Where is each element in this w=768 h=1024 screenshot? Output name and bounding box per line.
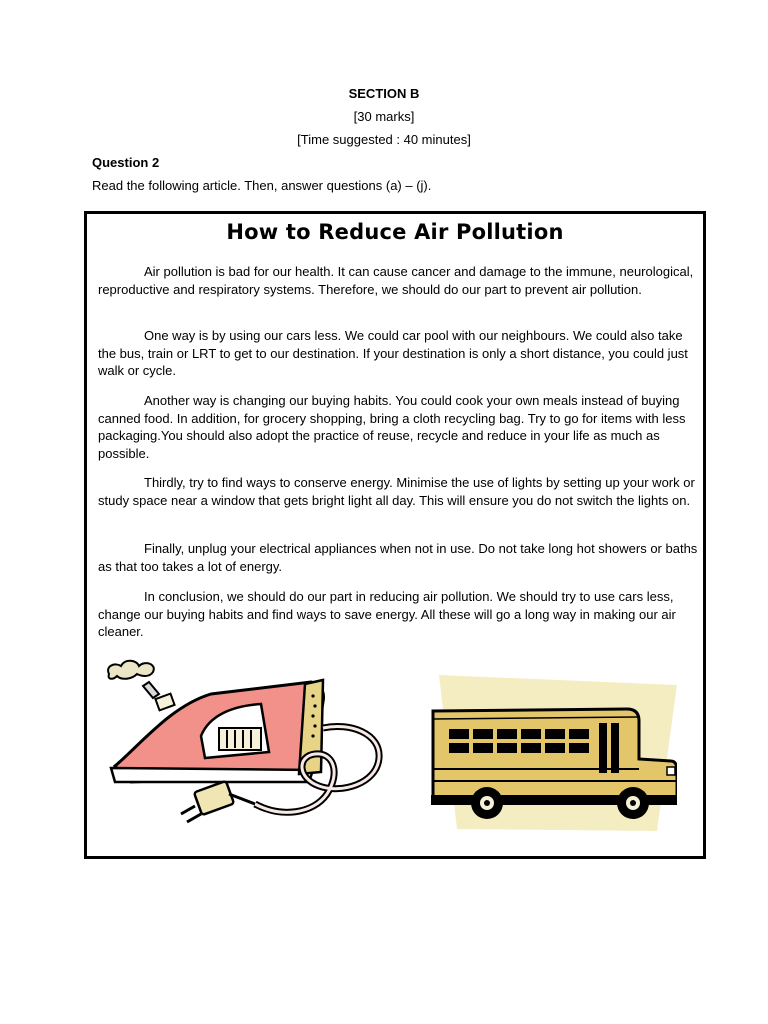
- time-suggested-label: [Time suggested : 40 minutes]: [297, 132, 471, 147]
- marks-label: [30 marks]: [353, 109, 415, 124]
- iron-illustration: [101, 654, 391, 849]
- article-box: [84, 211, 706, 859]
- article-paragraph-6: In conclusion, we should do our part in reducing air pollution. We should try to use cars less, change our buying habits and find ways to save energy. All these will go a long way in making our air cleaner.: [98, 589, 676, 639]
- article-paragraph-5: Finally, unplug your electrical appliances when not in use. Do not take long hot showers or baths as that too takes a lot of energy.: [98, 541, 698, 574]
- section-heading: SECTION B: [348, 86, 420, 101]
- question-title: Question 2: [92, 155, 160, 170]
- question-instruction: Read the following article. Then, answer questions (a) – (j).: [92, 178, 432, 193]
- article-paragraph-1: Air pollution is bad for our health. It can cause cancer and damage to the immune, neurological, reproductive and respiratory systems. Therefore, we should do our part to prevent air pollution.: [98, 264, 694, 297]
- article-paragraph-2: One way is by using our cars less. We could car pool with our neighbours. We could also take the bus, train or LRT to get to our destination. If your destination is only a short distance, you could just walk or cycle.: [98, 328, 688, 378]
- bus-illustration: [427, 669, 677, 834]
- article-paragraph-3: Another way is changing our buying habits. You could cook your own meals instead of buying canned food. In addition, for grocery shopping, bring a cloth recycling bag. Try to go for items with less packaging.You should also adopt the practice of reuse, recycle and reduce in your life as much as possible.: [98, 393, 686, 461]
- article-paragraph-4: Thirdly, try to find ways to conserve energy. Minimise the use of lights by setting up your work or study space near a window that gets bright light all day. This will ensure you do not switch the lights on.: [98, 475, 695, 508]
- article-title: How to Reduce Air Pollution: [226, 220, 564, 244]
